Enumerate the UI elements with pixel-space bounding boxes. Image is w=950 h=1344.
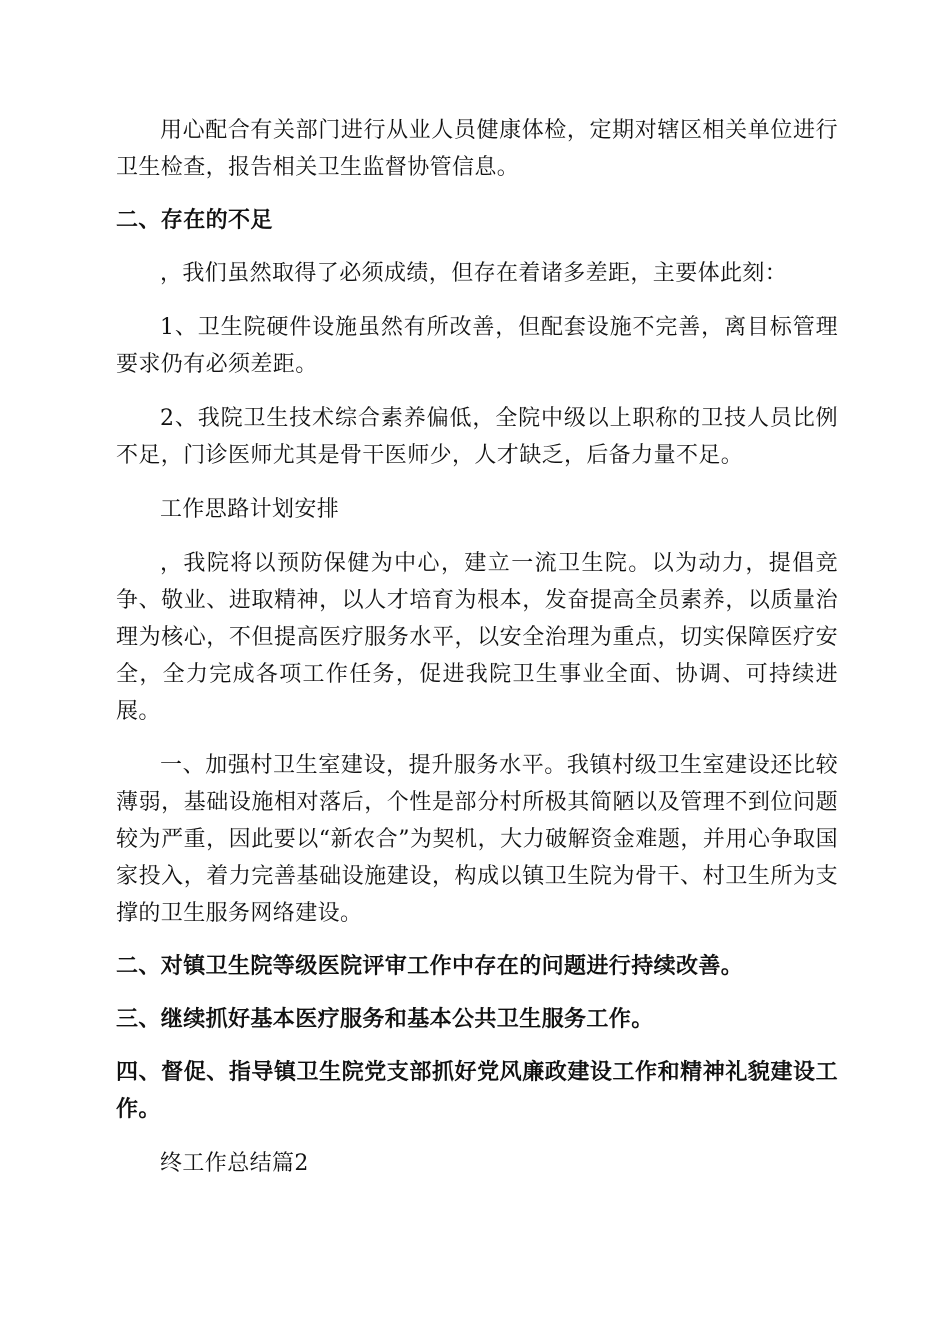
paragraph-village-clinics: 一、加强村卫生室建设，提升服务水平。我镇村级卫生室建设还比较薄弱，基础设施相对落后，个性是部分村所极其简陋以及管理不到位问题较为严重，因此要以“新农合”为契机，大力破解资金难题，并用心争取国家投入，着力完善基础设施建设，构成以镇卫生院为骨干、村卫生所为支撑的卫生服务网络建设。: [116, 753, 838, 926]
heading-basic-services: 三、继续抓好基本医疗服务和基本公共卫生服务工作。: [116, 1007, 654, 1032]
paragraph-gaps-intro: ，我们虽然取得了必须成绩，但存在着诸多差距，主要体此刻：: [160, 261, 788, 286]
paragraph-plan-title: 工作思路计划安排: [160, 497, 340, 522]
heading-grade-review: 二、对镇卫生院等级医院评审工作中存在的问题进行持续改善。: [116, 954, 744, 979]
paragraph-plan-overview: ，我院将以预防保健为中心，建立一流卫生院。以为动力，提倡竞争、敬业、进取精神，以人才培育为根本，发奋提高全员素养，以质量治理为核心，不但提高医疗服务水平，以安全治理为重点，切实保障医疗安全，全力完成各项工作任务，促进我院卫生事业全面、协调、可持续进展。: [116, 551, 838, 724]
paragraph-hardware: 1、卫生院硬件设施虽然有所改善，但配套设施不完善，离目标管理要求仍有必须差距。: [116, 315, 838, 377]
heading-party-building: 四、督促、指导镇卫生院党支部抓好党风廉政建设工作和精神礼貌建设工作。: [116, 1060, 838, 1122]
paragraph-health-checks: 用心配合有关部门进行从业人员健康体检，定期对辖区相关单位进行卫生检查，报告相关卫生监督协管信息。: [116, 118, 838, 180]
document-page: [116, 112, 838, 1182]
heading-shortcomings: 二、存在的不足: [116, 208, 273, 233]
paragraph-summary-title: 终工作总结篇2: [160, 1151, 309, 1176]
paragraph-staff: 2、我院卫生技术综合素养偏低，全院中级以上职称的卫技人员比例不足，门诊医师尤其是骨干医师少，人才缺乏，后备力量不足。: [116, 406, 838, 468]
